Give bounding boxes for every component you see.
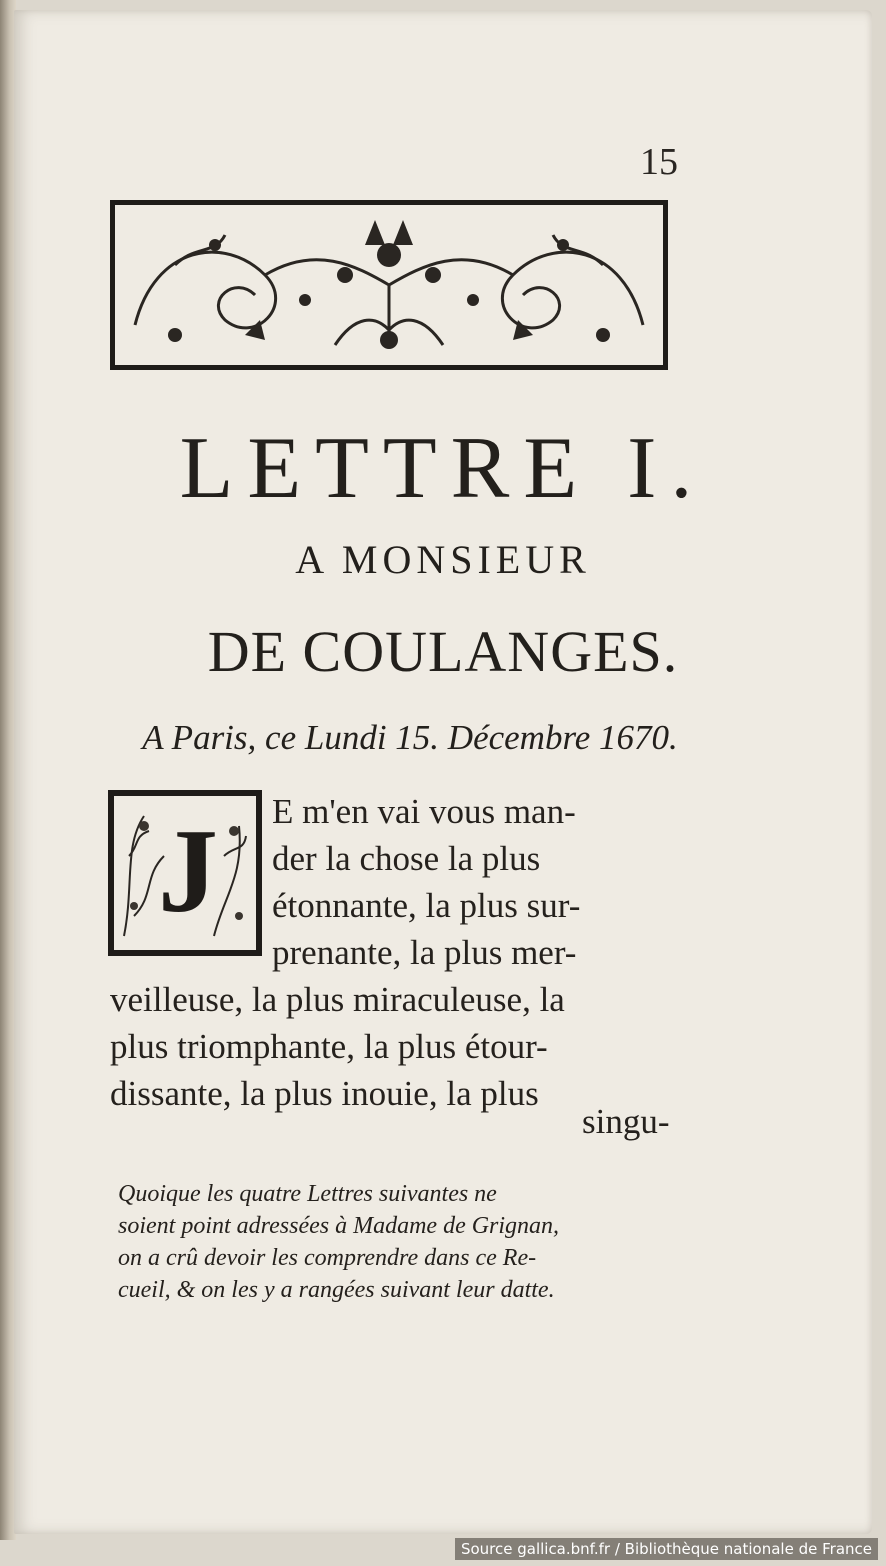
source-credit: Source gallica.bnf.fr / Bibliothèque nationale de France (455, 1538, 878, 1560)
addressee-line-1: A MONSIEUR (295, 537, 591, 582)
footnote-line-1: Quoique les quatre Lettres suivantes ne (118, 1181, 497, 1207)
footnote-line-4: cueil, & on les y a rangées suivant leur datte. (118, 1277, 555, 1303)
letter-title: LETTRE I. (179, 420, 707, 517)
body-line-5: veilleuse, la plus miraculeuse, la (110, 980, 565, 1019)
footnote-line-3: on a crû devoir les comprendre dans ce Re- (118, 1245, 537, 1271)
addressee-line-2: DE COULANGES. (207, 619, 679, 684)
dropcap-letter: J (158, 804, 218, 937)
dropcap-initial (108, 790, 262, 956)
body-line-1: E m'en vai vous man- (272, 792, 576, 831)
headpiece-ornament (110, 200, 668, 370)
catchword: singu- (582, 1102, 670, 1141)
footnote-line-2: soient point adressées à Madame de Grignan, (118, 1213, 560, 1239)
page-number: 15 (640, 141, 678, 183)
body-line-7: dissante, la plus inouie, la plus (110, 1074, 539, 1113)
dateline: A Paris, ce Lundi 15. Décembre 1670. (142, 718, 678, 757)
body-line-6: plus triomphante, la plus étour- (110, 1027, 548, 1066)
body-line-2: der la chose la plus (272, 839, 541, 878)
footnote (118, 1178, 688, 1306)
body-line-4: prenante, la plus mer- (272, 933, 577, 972)
body-line-3: étonnante, la plus sur- (272, 886, 581, 925)
